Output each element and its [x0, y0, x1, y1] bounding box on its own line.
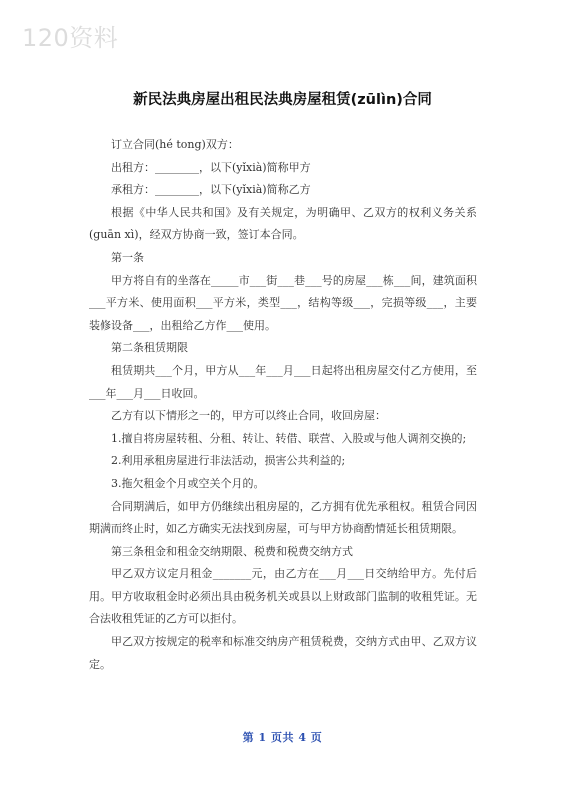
document-title: 新民法典房屋出租民法典房屋租赁(zūlìn)合同: [133, 92, 432, 108]
article-3-taxes: 甲乙双方按规定的税率和标准交纳房产租赁税费，交纳方式由甲、乙双方议定。: [89, 635, 477, 671]
paragraph-legal-basis: 根据《中华人民共和国》及有关规定，为明确甲、乙双方的权利义务关系(guān xì)，经双方协商一致，签订本合同。: [89, 205, 477, 242]
article-1-heading: 第一条: [111, 250, 144, 264]
article-2-termination-intro: 乙方有以下情形之一的，甲方可以终止合同，收回房屋：: [111, 409, 386, 423]
termination-item-2: 2.利用承租房屋进行非法活动，损害公共利益的;: [111, 454, 346, 468]
article-2-term: 租赁期共___个月，甲方从___年___月___日起将出租房屋交付乙方使用，至___年___月___日收回。: [89, 363, 477, 400]
paragraph-lessee: 承租方：________，以下(yǐxià)简称乙方: [111, 183, 311, 197]
article-2-renewal: 合同期满后，如甲方仍继续出租房屋的，乙方拥有优先承租权。租赁合同因期满而终止时，如乙方确实无法找到房屋，可与甲方协商酌情延长租赁期限。: [89, 499, 477, 536]
article-2-heading: 第二条租赁期限: [111, 341, 188, 355]
paragraph-parties-intro: 订立合同(hé tong)双方：: [111, 138, 239, 151]
watermark-logo: 120资料: [22, 24, 119, 52]
contract-body: [89, 134, 477, 676]
paragraph-lessor: 出租方：________，以下(yǐxià)简称甲方: [111, 160, 311, 174]
article-3-heading: 第三条租金和租金交纳期限、税费和税费交纳方式: [111, 544, 353, 558]
article-1-text: 甲方将自有的坐落在_____市___街___巷___号的房屋___栋___间，建筑面积___平方米、使用面积___平方米，类型___，结构等级___，完损等级___，主要装修设备___，出租给乙方作___使用。: [89, 273, 477, 332]
termination-item-3: 3.拖欠租金个月或空关个月的。: [111, 476, 265, 490]
article-3-rent: 甲乙双方议定月租金_______元，由乙方在___月___日交纳给甲方。先付后用。甲方收取租金时必须出具由税务机关或县以上财政部门监制的收租凭证。无合法收租凭证的乙方可以拒付。: [89, 567, 477, 626]
page-number-footer: 第 1 页共 4 页: [242, 731, 323, 744]
termination-item-1: 1.擅自将房屋转租、分租、转让、转借、联营、入股或与他人调剂交换的;: [111, 431, 467, 445]
